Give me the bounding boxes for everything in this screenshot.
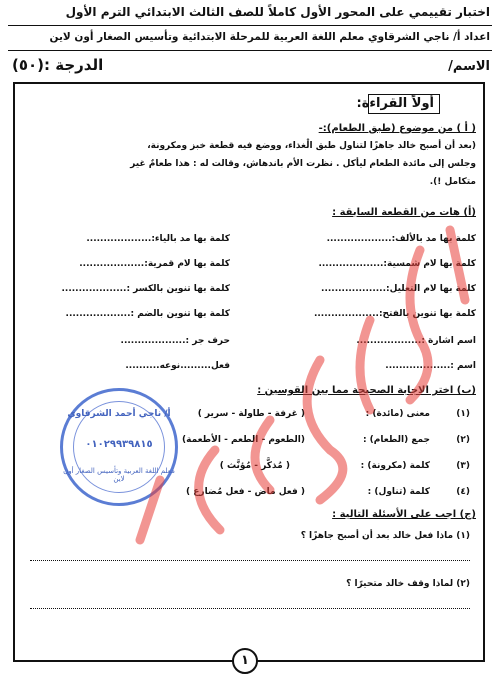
part-b-item-2-num: (٢)	[456, 435, 470, 445]
stamp-name: أ/ ناجي أحمد الشرقاوي	[67, 409, 171, 419]
student-name-label: الاسم/	[448, 59, 490, 74]
part-c-heading: (ج) اجب على الأسئلة التالية :	[332, 509, 476, 520]
part-b-item-3-opts: ( مُذكَّر - مُؤنَّث )	[219, 461, 290, 471]
passage-line-3: متكامل !).	[429, 177, 476, 187]
author-line: اعداد أ/ ناجي الشرقاوي معلم اللغة العربية للمرحلة الابتدائية وتأسيس الصغار أون لاين	[49, 31, 490, 43]
part-a-row-3-right: كلمة بها لام التعليل:...................	[321, 284, 476, 294]
part-b-item-3-q: كلمة (مكرونة) :	[360, 461, 430, 471]
teacher-stamp	[60, 388, 178, 506]
header-rule-2	[8, 50, 492, 51]
part-b-item-2-opts: (الطعوم - الطعم - الأطعمة)	[182, 435, 305, 445]
part-a-row-5-left: حرف جر :...................	[120, 336, 230, 346]
part-b-item-4-opts: ( فعل ماض - فعل مُضارع )	[186, 487, 305, 497]
part-a-row-2-left: كلمة بها لام قمرية:...................	[79, 259, 230, 269]
section-heading: أولاً القراءة:	[356, 96, 434, 111]
part-b-item-1-num: (١)	[456, 409, 470, 419]
part-a-row-4-right: كلمة بها تنوين بالفتح:...................	[313, 309, 476, 319]
passage-line-1: (بعد أن أصبح خالد جاهزًا لتناول طبق الْغذاء، ووضع فيه قطعة خبز ومكرونة،	[147, 141, 476, 151]
part-b-item-4-q: كلمة (تناول) :	[367, 487, 430, 497]
part-a-row-6-right: اسم :...................	[385, 361, 476, 371]
header-rule-1	[8, 25, 492, 26]
part-a-row-5-right: اسم اشارة :...................	[356, 336, 476, 346]
part-a-row-2-right: كلمة بها لام شمسية:...................	[318, 259, 476, 269]
part-a-row-4-left: كلمة بها تنوين بالضم :...................	[65, 309, 230, 319]
stamp-subtitle: معلم اللغة العربية وتأسيس الصغار أون لاين	[63, 467, 175, 483]
content-frame	[13, 82, 485, 662]
part-a-row-1-right: كلمة بها مد بالألف:...................	[326, 234, 476, 244]
part-b-item-1-q: معنى (مائدة) :	[365, 409, 430, 419]
part-b-item-1-opts: ( غرفة - طاولة - سرير )	[197, 409, 305, 419]
exam-title: اختبار تقييمي على المحور الأول كاملاً للصف الثالث الابتدائي الترم الأول	[65, 5, 490, 19]
part-c-question-2: (٢) لماذا وقف خالد متحيرًا ؟	[346, 579, 470, 589]
page-number: ١	[232, 648, 258, 674]
passage-line-2: وجلس إلى مائدة الطعام ليأكل . نظرت الأم باندهاش، وقالت له : هذا طعامٌ غير	[130, 159, 476, 169]
part-b-item-3-num: (٣)	[456, 461, 470, 471]
part-c-question-1: (١) ماذا فعل خالد بعد أن أصبح جاهزًا ؟	[300, 531, 470, 541]
part-a-row-3-left: كلمة بها تنوين بالكسر :...................	[61, 284, 230, 294]
part-a-heading: (أ) هات من القطعة السابقة :	[332, 207, 476, 218]
passage-title: ( أ ) من موضوع (طبق الطعام):-	[318, 123, 476, 134]
part-b-item-4-num: (٤)	[456, 487, 470, 497]
grade-label: الدرجة :(٥٠)	[12, 56, 104, 74]
part-a-row-6-left: فعل.........نوعه..........	[125, 361, 230, 371]
part-a-row-1-left: كلمة بها مد بالياء:...................	[86, 234, 230, 244]
answer-line-2	[30, 608, 470, 609]
answer-line-1	[30, 560, 470, 561]
stamp-phone: ٠١٠٢٩٩٣٩٨١٥	[85, 439, 153, 450]
part-b-heading: (ب) اختر الاجابة الصحيحة مما بين القوسين :	[257, 385, 476, 396]
part-b-item-2-q: جمع (الطعام) :	[362, 435, 430, 445]
